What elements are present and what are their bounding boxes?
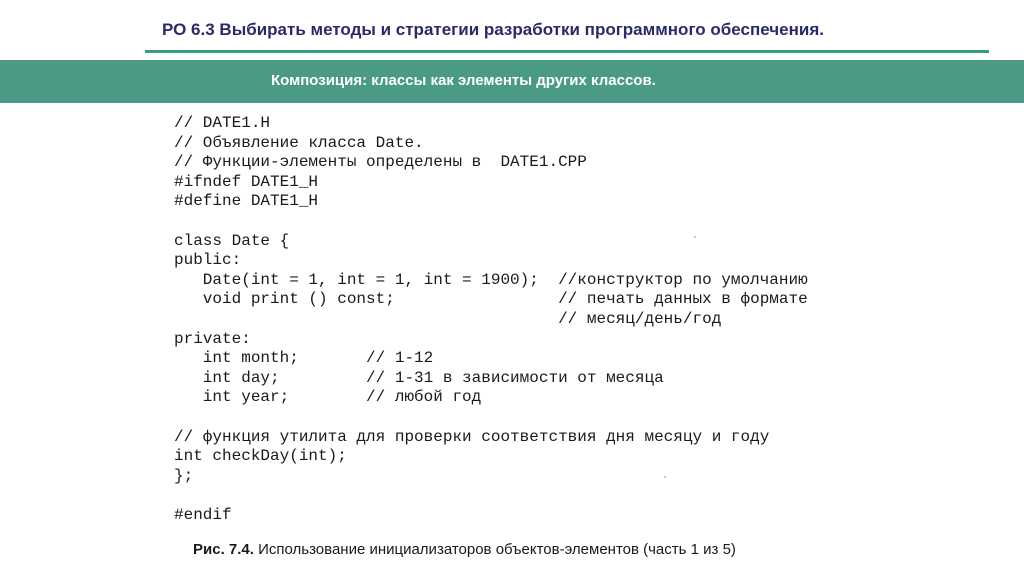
subtitle-text: Композиция: классы как элементы других классов. <box>271 72 656 89</box>
code-line: private: <box>174 329 251 348</box>
code-line: class Date { <box>174 231 290 250</box>
code-line: int day; // 1-31 в зависимости от месяца <box>174 368 664 387</box>
code-listing <box>174 114 808 525</box>
code-line: Date(int = 1, int = 1, int = 1900); //конструктор по умолчанию <box>174 270 808 289</box>
code-line <box>174 408 808 428</box>
figure-caption-text: Использование инициализаторов объектов-элементов (часть 1 из 5) <box>253 541 736 558</box>
code-line: // месяц/день/год <box>174 309 722 328</box>
scan-speck <box>664 476 666 478</box>
code-line: int year; // любой год <box>174 388 482 407</box>
code-line: #endif <box>174 505 232 524</box>
code-line: }; <box>174 466 194 485</box>
figure-caption <box>193 541 736 558</box>
code-line <box>174 486 808 506</box>
code-line: // DATE1.H <box>174 114 271 132</box>
code-line: // функция утилита для проверки соответствия дня месяцу и году <box>174 427 770 446</box>
slide-title: РО 6.3 Выбирать методы и стратегии разработки программного обеспечения. <box>162 20 824 39</box>
code-line: // Функции-элементы определены в DATE1.CPP <box>174 153 587 172</box>
title-underline <box>145 50 989 53</box>
subtitle-banner <box>0 60 1024 103</box>
scan-speck <box>694 236 696 238</box>
code-line: void print () const; // печать данных в формате <box>174 290 808 309</box>
code-line <box>174 212 808 232</box>
figure-label: Рис. 7.4. <box>193 541 254 558</box>
code-line: // Объявление класса Date. <box>174 133 424 152</box>
code-line: #define DATE1_H <box>174 192 319 211</box>
code-line: public: <box>174 251 242 270</box>
code-line: int month; // 1-12 <box>174 349 434 368</box>
code-line: #ifndef DATE1_H <box>174 172 319 191</box>
code-line: int checkDay(int); <box>174 447 347 466</box>
